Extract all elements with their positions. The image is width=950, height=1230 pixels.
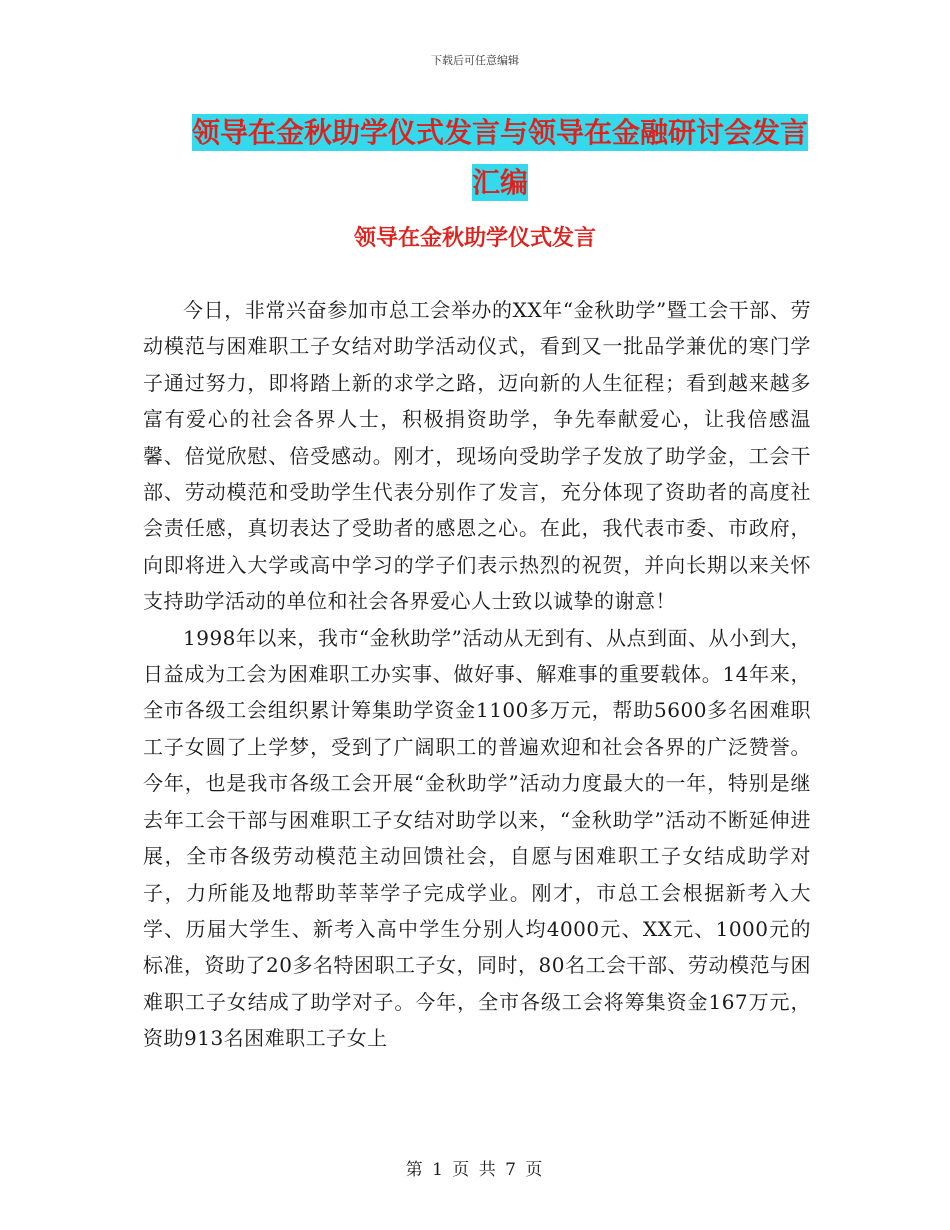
document-title — [190, 108, 810, 208]
page-number-footer: 第 1 页 共 7 页 — [405, 1160, 545, 1180]
section-title: 领导在金秋助学仪式发言 — [353, 226, 596, 251]
paragraph-2: 1998年以来，我市“金秋助学”活动从无到有、从点到面、从小到大，日益成为工会为困难职工办实事、做好事、解难事的重要载体。14年来，全市各级工会组织累计筹集助学资金1100多万元，帮助5600多名困难职工子女圆了上学梦，受到了广阔职工的普遍欢迎和社会各界的广泛赞誉。今年，也是我市各级工会开展“金秋助学”活动力度最大的一年，特别是继去年工会干部与困难职工子女结对助学以来，“金秋助学”活动不断延伸进展，全市各级劳动模范主动回馈社会，自愿与困难职工子女结成助学对子，力所能及地帮助莘莘学子完成学业。刚才，市总工会根据新考入大学、历届大学生、新考入高中学生分别人均4000元、XX元、1000元的标准，资助了20多名特困职工子女，同时，80名工会干部、劳动模范与困难职工子女结成了助学对子。今年，全市各级工会将筹集资金167万元，资助913名困难职工子女上 — [143, 625, 811, 1051]
document-body — [143, 292, 811, 1057]
paragraph-1: 今日，非常兴奋参加市总工会举办的XX年“金秋助学”暨工会干部、劳动模范与困难职工子女结对助学活动仪式，看到又一批品学兼优的寒门学子通过努力，即将踏上新的求学之路，迈向新的人生征程；看到越来越多富有爱心的社会各界人士，积极捐资助学，争先奉献爱心，让我倍感温馨、倍觉欣慰、倍受感动。刚才，现场向受助学子发放了助学金，工会干部、劳动模范和受助学生代表分别作了发言，充分体现了资助者的高度社会责任感，真切表达了受助者的感恩之心。在此，我代表市委、市政府，向即将进入大学或高中学习的学子们表示热烈的祝贺，并向长期以来关怀支持助学活动的单位和社会各界爱心人士致以诚挚的谢意！ — [143, 298, 811, 614]
document-title-text: 领导在金秋助学仪式发言与领导在金融研讨会发言汇编 — [191, 116, 808, 199]
header-note: 下载后可任意编辑 — [431, 54, 519, 67]
